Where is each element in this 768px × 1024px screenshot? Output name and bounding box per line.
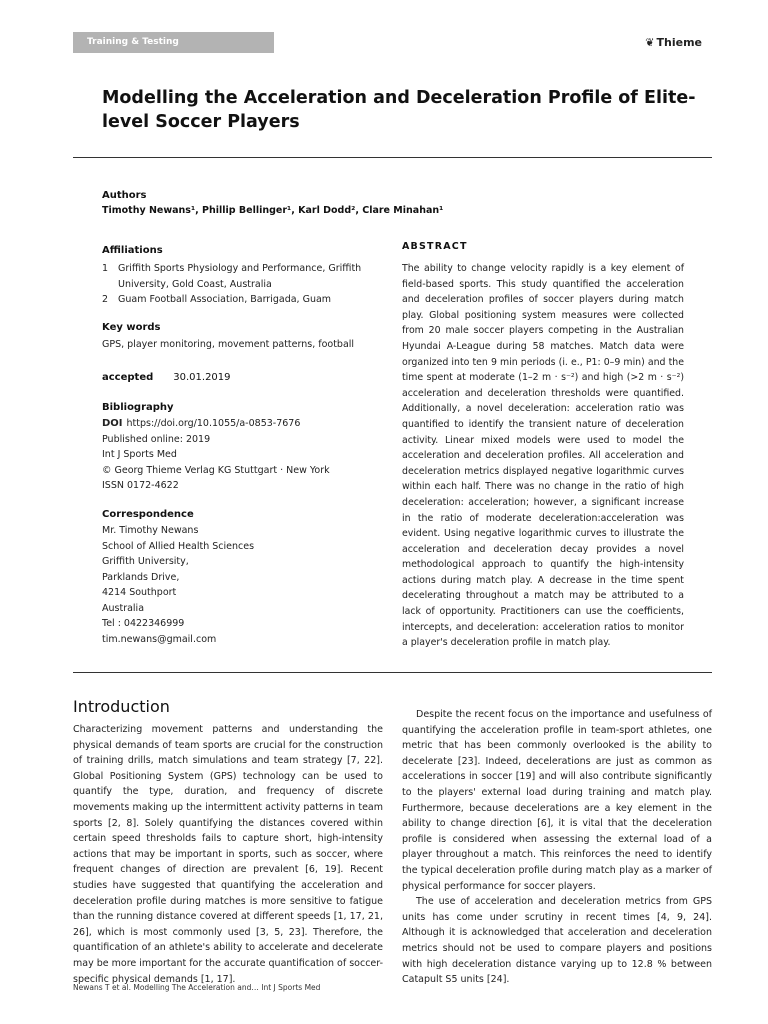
accepted-label: accepted	[102, 372, 154, 383]
intro-paragraph: The use of acceleration and deceleration metrics from GPS units has come under scrutiny in recent times [4, 9, 24]. Although it is acknowledged that acceleration and deceleration metrics should not be used to compare players and positions with high deceleration distance varying up to 12.8 % between Catapult S5 units [24].	[402, 896, 712, 986]
keywords-label: Key words	[102, 322, 161, 333]
abstract-divider	[73, 672, 712, 673]
bibliography-label: Bibliography	[102, 402, 174, 413]
affiliation-number: 1	[102, 263, 109, 274]
doi-label: DOI	[102, 418, 123, 429]
bibliography	[102, 416, 330, 494]
affiliations	[102, 261, 377, 308]
intro-paragraph: Characterizing movement patterns and understanding the physical demands of team sports are crucial for the construction of training drills, match simulations and team strategy [7, 22]. Global Positioning System (GPS) technology can be used to quantify the type, duration, and frequency of discrete movements making up the intermittent activity patterns in team sports [2, 8]. Solely quantifying the distances covered within certain speed thresholds fails to capture short, high-intensity actions that may be important in sports, such as soccer, where frequent changes of direction are prevalent [6, 19]. Recent studies have suggested that quantifying the acceleration and deceleration profile during matches is more sensitive to fatigue than the running distance covered at different speeds [1, 17, 21, 26], which is most commonly used [3, 5, 23]. Therefore, the quantification of an athlete's ability to accelerate and decelerate may be more important for the accurate quantification of soccer-specific physical demands [1, 17].	[73, 724, 383, 985]
body-column-right	[402, 707, 712, 988]
copyright: © Georg Thieme Verlag KG Stuttgart · New York	[102, 464, 330, 476]
affiliation-item	[102, 261, 377, 292]
correspondence-line: Griffith University,	[102, 556, 189, 567]
body-column-left	[73, 722, 383, 987]
affiliation-text: Griffith Sports Physiology and Performance, Griffith University, Gold Coast, Australia	[118, 263, 362, 290]
introduction-heading: Introduction	[73, 697, 170, 716]
journal-name: Int J Sports Med	[102, 449, 177, 460]
intro-paragraph: Despite the recent focus on the importance and usefulness of quantifying the acceleration profile in team-sport athletes, one metric that has been commonly overlooked is the ability to decelerate [23]. Indeed, decelerations are just as common as accelerations in soccer [19] and will also contribute significantly to the players' external load during training and match play. Furthermore, because decelerations are a key element in the ability to change direction [6], it is vital that the deceleration profile is considered when assessing the external load of a player throughout a match. This reinforces the need to identify the typical deceleration profile during match play as a marker of physical performance for soccer players.	[402, 709, 712, 892]
affiliation-text: Guam Football Association, Barrigada, Guam	[118, 294, 332, 305]
doi-link[interactable]: https://doi.org/10.1055/a-0853-7676	[126, 418, 301, 429]
affiliation-number: 2	[102, 294, 109, 305]
abstract-text: The ability to change velocity rapidly is a key element of field-based sports. This study quantified the acceleration and deceleration profiles of soccer players during match play. Global positioning system measures were collected from 20 male soccer players competing in the Australian Hyundai A-League during 58 matches. Match data were organized into ten 9 min periods (i. e., P1: 0–9 min) and the time spent at moderate (1–2 m · s⁻²) and high (>2 m · s⁻²) acceleration and deceleration thresholds were quantified. Additionally, a novel deceleration: acceleration ratio was quantified to identify the transient nature of deceleration activity. Linear mixed models were used to model the acceleration and deceleration profiles. All acceleration and deceleration metrics displayed negative logarithmic curves within each half. There was no change in the ratio of high deceleration: acceleration; however, a significant increase in the ratio of moderate deceleration:acceleration was evident. Using negative logarithmic curves to illustrate the acceleration and deceleration decay provides a novel methodological approach to quantify the high-intensity actions during match play. A decrease in the time spent decelerating throughout a match may be attributed to a lack of opportunity. Practitioners can use the coefficients, intercepts, and deceleration: acceleration ratios to monitor a player's deceleration profile in match play.	[402, 263, 684, 649]
article-title: Modelling the Acceleration and Deceleration Profile of Elite-level Soccer Players	[102, 88, 696, 132]
correspondence-line: Australia	[102, 602, 145, 614]
keywords: GPS, player monitoring, movement patterns, football	[102, 339, 355, 350]
page-footer: Newans T et al. Modelling The Acceleration and… Int J Sports Med	[73, 983, 321, 992]
correspondence-phone: Tel : 0422346999	[102, 618, 185, 629]
authors: Timothy Newans¹, Phillip Bellinger¹, Karl Dodd², Clare Minahan¹	[102, 205, 444, 216]
correspondence-name: Mr. Timothy Newans	[102, 525, 199, 536]
published-online: Published online: 2019	[102, 433, 211, 445]
affiliations-label: Affiliations	[102, 245, 163, 256]
correspondence-line: 4214 Southport	[102, 587, 177, 598]
authors-label: Authors	[102, 190, 147, 201]
abstract-heading: ABSTRACT	[402, 241, 468, 252]
correspondence-email[interactable]: tim.newans@gmail.com	[102, 633, 217, 645]
correspondence	[102, 523, 254, 647]
thieme-leaf-icon: ❦	[645, 36, 655, 49]
title-divider	[73, 157, 712, 158]
correspondence-line: School of Allied Health Sciences	[102, 540, 255, 552]
accepted-date: 30.01.2019	[173, 372, 231, 383]
issn: ISSN 0172-4622	[102, 480, 179, 491]
accepted-date-row	[102, 372, 231, 383]
section-tag: Training & Testing	[73, 32, 274, 53]
publisher-logo	[645, 36, 702, 49]
affiliation-item	[102, 292, 377, 308]
publisher-name: Thieme	[656, 36, 702, 49]
correspondence-line: Parklands Drive,	[102, 571, 180, 583]
correspondence-label: Correspondence	[102, 509, 194, 520]
